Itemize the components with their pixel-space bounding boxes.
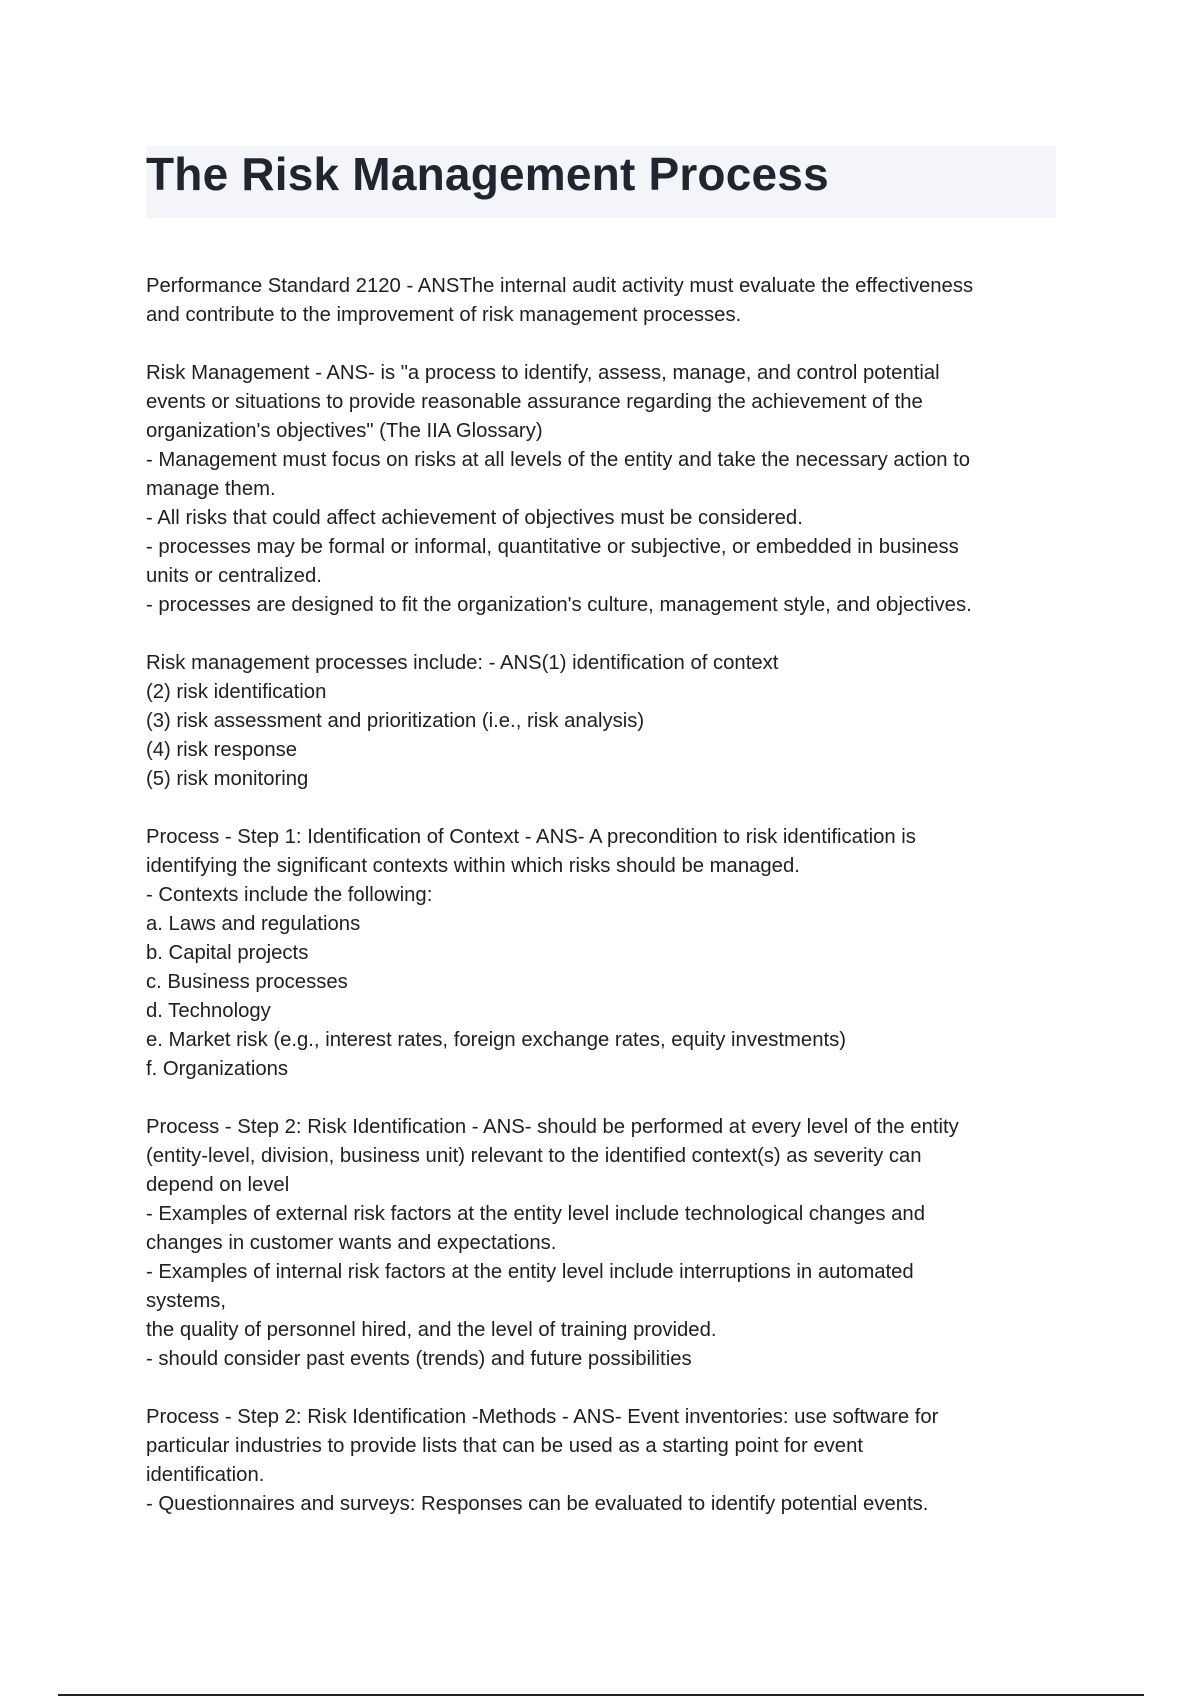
text-line: (4) risk response [146, 739, 298, 761]
text-line: - All risks that could affect achievement of objectives must be considered. [146, 507, 803, 529]
paragraph-block [146, 649, 1076, 794]
text-line: events or situations to provide reasonable assurance regarding the achievement of the [146, 391, 923, 413]
paragraph-block [146, 1113, 1076, 1374]
text-line: b. Capital projects [146, 942, 309, 964]
text-line: d. Technology [146, 1000, 271, 1022]
paragraph-block [146, 272, 1076, 330]
text-line: - should consider past events (trends) and future possibilities [146, 1348, 692, 1370]
text-line: manage them. [146, 478, 276, 500]
text-line: - processes may be formal or informal, quantitative or subjective, or embedded in business [146, 536, 959, 558]
text-line: (5) risk monitoring [146, 768, 309, 790]
text-line: systems, [146, 1290, 227, 1312]
text-line: - Examples of internal risk factors at the entity level include interruptions in automated [146, 1261, 914, 1283]
document-body [146, 272, 1076, 1548]
text-line: - processes are designed to fit the organization's culture, management style, and objectives. [146, 594, 972, 616]
text-line: organization's objectives" (The IIA Glossary) [146, 420, 543, 442]
text-line: - Examples of external risk factors at the entity level include technological changes and [146, 1203, 925, 1225]
text-line: Process - Step 1: Identification of Context - ANS- A precondition to risk identification is [146, 826, 916, 848]
text-line: (3) risk assessment and prioritization (i.e., risk analysis) [146, 710, 645, 732]
paragraph-block [146, 823, 1076, 1084]
text-line: Performance Standard 2120 - ANSThe internal audit activity must evaluate the effectiveness [146, 275, 974, 297]
text-line: - Questionnaires and surveys: Responses can be evaluated to identify potential events. [146, 1493, 929, 1515]
text-line: changes in customer wants and expectations. [146, 1232, 557, 1254]
text-line: e. Market risk (e.g., interest rates, foreign exchange rates, equity investments) [146, 1029, 847, 1051]
paragraph-block [146, 1403, 1076, 1519]
text-line: f. Organizations [146, 1058, 289, 1080]
text-line: Risk management processes include: - ANS(1) identification of context [146, 652, 779, 674]
text-line: - Contexts include the following: [146, 884, 433, 906]
text-line: depend on level [146, 1174, 290, 1196]
text-line: Risk Management - ANS- is "a process to identify, assess, manage, and control potential [146, 362, 940, 384]
text-line: Process - Step 2: Risk Identification - ANS- should be performed at every level of the entity [146, 1116, 959, 1138]
text-line: the quality of personnel hired, and the level of training provided. [146, 1319, 717, 1341]
text-line: identification. [146, 1464, 265, 1486]
paragraph-block [146, 359, 1076, 620]
page-title: The Risk Management Process [146, 148, 829, 200]
text-line: particular industries to provide lists that can be used as a starting point for event [146, 1435, 863, 1457]
text-line: - Management must focus on risks at all levels of the entity and take the necessary action to [146, 449, 971, 471]
text-line: identifying the significant contexts within which risks should be managed. [146, 855, 800, 877]
text-line: and contribute to the improvement of risk management processes. [146, 304, 742, 326]
text-line: a. Laws and regulations [146, 913, 361, 935]
footer-divider [58, 1694, 1144, 1696]
text-line: c. Business processes [146, 971, 348, 993]
text-line: Process - Step 2: Risk Identification -Methods - ANS- Event inventories: use software for [146, 1406, 939, 1428]
text-line: (2) risk identification [146, 681, 327, 703]
text-line: (entity-level, division, business unit) relevant to the identified context(s) as severity can [146, 1145, 922, 1167]
text-line: units or centralized. [146, 565, 322, 587]
